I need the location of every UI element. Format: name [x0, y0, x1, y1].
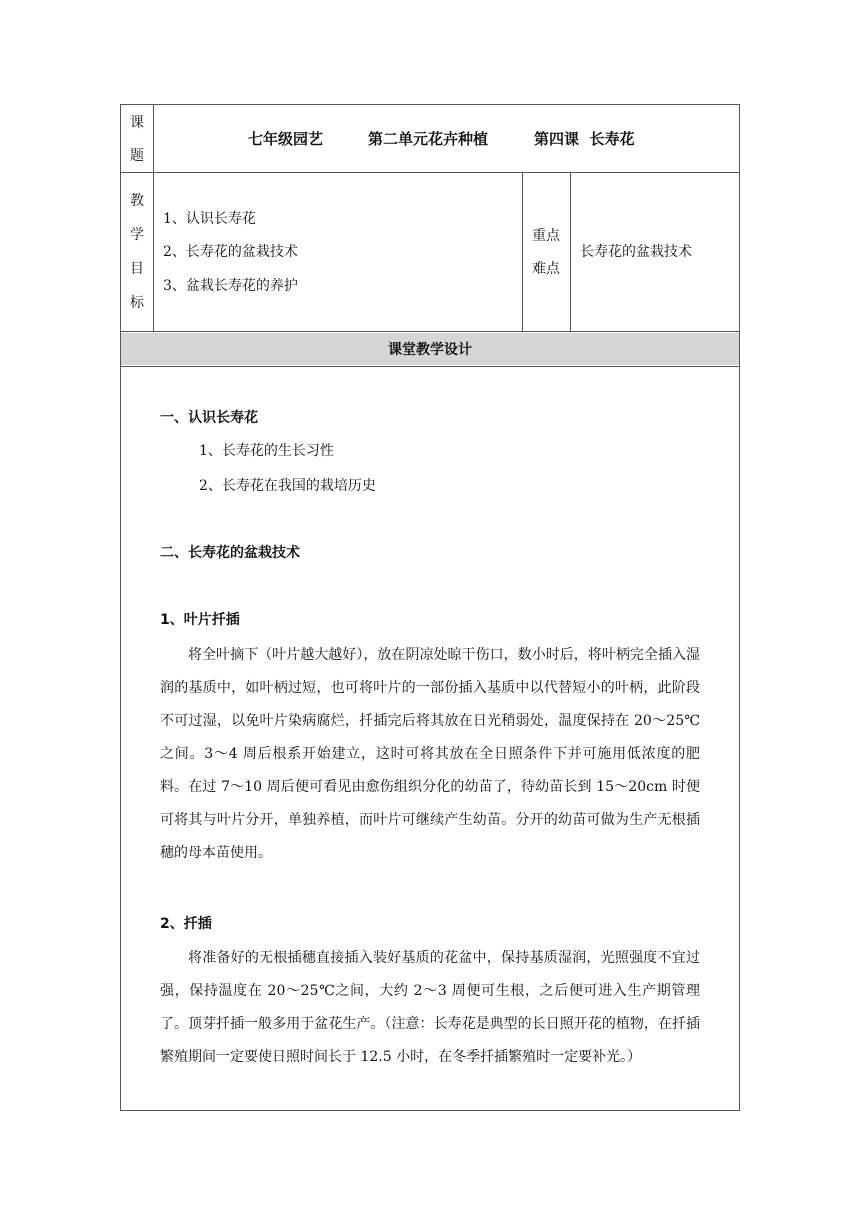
- objective-item: 3、盆栽长寿花的养护: [163, 278, 298, 294]
- section1-item: 2、长寿花在我国的栽培历史: [199, 478, 376, 494]
- title-lesson: 第四课 长寿花: [534, 130, 635, 148]
- objectives-label-char: 标: [130, 295, 144, 311]
- subsection2-heading: 2、扦插: [160, 916, 212, 932]
- objective-item: 1、认识长寿花: [163, 211, 256, 227]
- subsection1-paragraph: 将全叶摘下（叶片越大越好），放在阴凉处晾干伤口，数小时后，将叶柄完全插入湿润的基质中，如叶柄过短，也可将叶片的一部份插入基质中以代替短小的叶柄，此阶段不可过湿，以免叶片染病腐烂，扦插完后将其放在日光稍弱处，温度保持在 20～25℃之间。3～4 周后根系开始建立，这时可将其放在全日照条件下并可施用低浓度的肥料。在过 7～10 周后便可看见由愈伤组织分化的幼苗了，待幼苗长到 15～20cm 时便可将其与叶片分开，单独养植，而叶片可继续产生幼苗。分开的幼苗可做为生产无根插穗的母本苗使用。: [160, 647, 700, 861]
- subsection2-paragraph: 将准备好的无根插穗直接插入装好基质的花盆中，保持基质湿润，光照强度不宜过强，保持温度在 20～25℃之间，大约 2～3 周便可生根，之后便可进入生产期管理了。顶芽扦插一般多用于盆花生产。（注意：长寿花是典型的长日照开花的植物，在扦插繁殖期间一定要使日照时间长于 12.5 小时，在冬季扦插繁殖时一定要补光。）: [160, 950, 700, 1065]
- subsection1-heading: 1、叶片扦插: [160, 612, 240, 628]
- row-divider: [120, 331, 740, 332]
- column-divider: [570, 172, 571, 331]
- objectives-label-char: 教: [130, 193, 144, 209]
- design-banner-title: 课堂教学设计: [388, 342, 472, 358]
- objective-item: 2、长寿花的盆栽技术: [163, 244, 298, 260]
- title-unit: 第二单元花卉种植: [368, 130, 489, 148]
- key-points-content: 长寿花的盆栽技术: [580, 244, 692, 260]
- topic-label-char: 题: [130, 148, 144, 164]
- row-divider: [120, 172, 740, 173]
- row-divider: [120, 366, 740, 367]
- key-points-label: 难点: [532, 261, 560, 277]
- title-grade: 七年级园艺: [248, 130, 324, 148]
- section1-heading: 一、认识长寿花: [160, 410, 258, 426]
- column-divider: [522, 172, 523, 331]
- column-divider: [153, 104, 154, 331]
- section2-heading: 二、长寿花的盆栽技术: [160, 545, 300, 561]
- topic-label-char: 课: [130, 115, 144, 131]
- objectives-label-char: 学: [130, 227, 144, 243]
- key-points-label: 重点: [532, 228, 560, 244]
- objectives-label-char: 目: [130, 261, 144, 277]
- section1-item: 1、长寿花的生长习性: [199, 443, 334, 459]
